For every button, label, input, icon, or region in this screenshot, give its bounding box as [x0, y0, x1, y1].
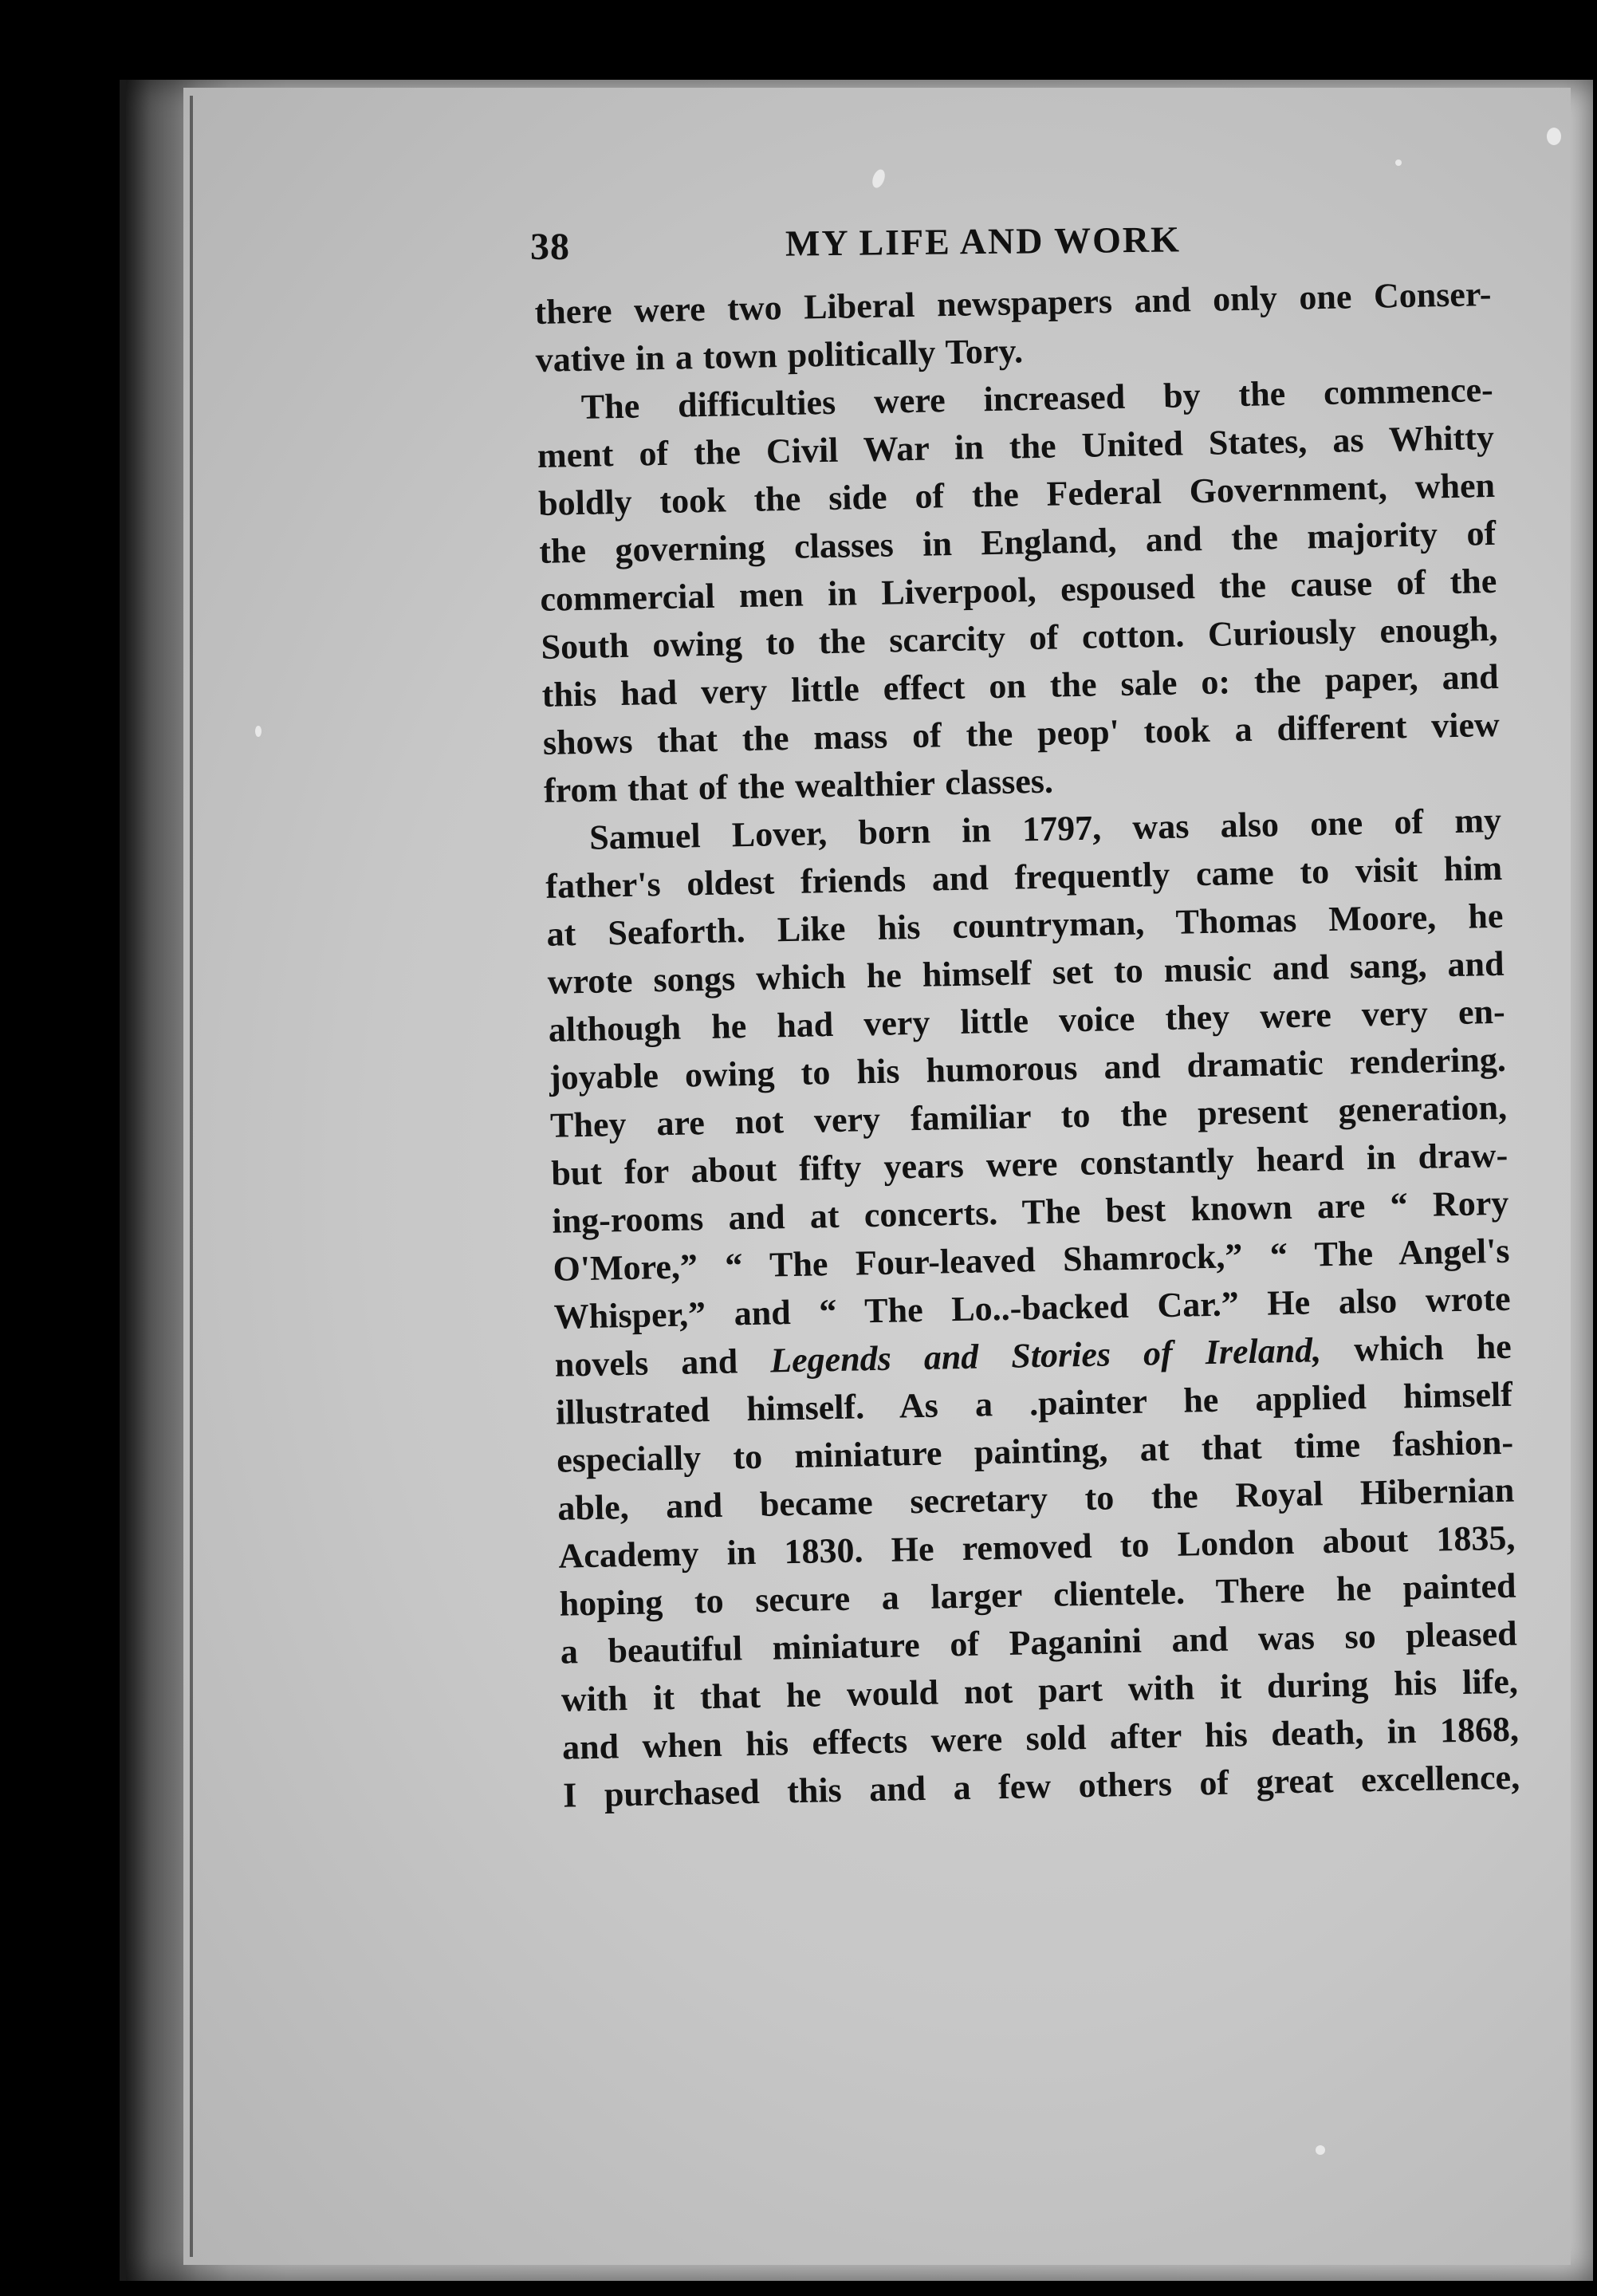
body-text: [534, 270, 1520, 1820]
text-line: hoping to secure a larger clientele. There he painted: [559, 1565, 1516, 1624]
text-line: especially to miniature painting, at that time fashion-: [556, 1422, 1514, 1480]
text-line: with it that he would not part with it during his life,: [561, 1661, 1519, 1719]
text-line: although he had very little voice they were very en-: [548, 991, 1506, 1050]
text-line: I purchased this and a few others of great excellence,: [562, 1757, 1520, 1815]
text-line: able, and became secretary to the Royal Hibernian: [557, 1470, 1515, 1528]
dust-speck: [255, 726, 262, 737]
text-line: Samuel Lover, born in 1797, was also one of my: [588, 800, 1502, 857]
page-gutter-line: [190, 96, 193, 2257]
text-line: O'More,” “ The Four-leaved Shamrock,” “ The Angel's: [553, 1231, 1510, 1289]
text-line: from that of the wealthier classes.: [543, 761, 1054, 810]
dust-speck: [1316, 2145, 1325, 2155]
book-title-italic: Legends and Stories of Ireland,: [769, 1330, 1322, 1380]
running-head: MY LIFE AND WORK: [785, 219, 1182, 264]
text-line: Academy in 1830. He removed to London about 1835,: [558, 1518, 1516, 1576]
text-line: Whisper,” and “ The Lo..-backed Car.” He also wrote: [553, 1278, 1512, 1337]
text-line: joyable owing to his humorous and dramatic rendering.: [549, 1039, 1507, 1097]
text-line: the governing classes in England, and the majority of: [538, 513, 1497, 571]
dust-speck: [1395, 159, 1402, 166]
text-segment: which he: [1320, 1326, 1512, 1370]
text-line: father's oldest friends and frequently came to visit him: [545, 848, 1503, 906]
text-line: a beautiful miniature of Paganini and was so pleased: [560, 1613, 1518, 1672]
text-line: and when his effects were sold after his death, in 1868,: [561, 1709, 1520, 1767]
text-line: but for about fifty years were constantly heard in draw-: [550, 1135, 1508, 1193]
text-line: at Seaforth. Like his countryman, Thomas Moore, he: [546, 896, 1504, 954]
text-line: boldly took the side of the Federal Government, when: [537, 465, 1496, 523]
text-line: shows that the mass of the peop' took a different view: [542, 704, 1501, 762]
text-line: vative in a town politically Tory.: [535, 331, 1024, 380]
text-line: They are not very familiar to the present generation,: [549, 1087, 1508, 1145]
text-line: ment of the Civil War in the United States, as Whitty: [537, 417, 1495, 475]
text-line: ing-rooms and at concerts. The best known are “ Rory: [551, 1183, 1509, 1241]
text-line: illustrated himself. As a .painter he applied himself: [555, 1374, 1513, 1432]
page-header: [530, 214, 1519, 270]
dust-speck: [1547, 128, 1561, 145]
text-line: South owing to the scarcity of cotton. Curiously enough,: [541, 608, 1498, 667]
text-line: this had very little effect on the sale o: the paper, and: [541, 656, 1500, 715]
text-line: wrote songs which he himself set to music and sang, and: [547, 943, 1505, 1002]
text-line: there were two Liberal newspapers and only one Conser-: [534, 274, 1492, 332]
page-number: 38: [530, 226, 570, 268]
text-segment: novels and: [554, 1341, 771, 1384]
text-line: The difficulties were increased by the commence-: [580, 369, 1494, 427]
text-line: commercial men in Liverpool, espoused the cause of the: [540, 561, 1497, 619]
